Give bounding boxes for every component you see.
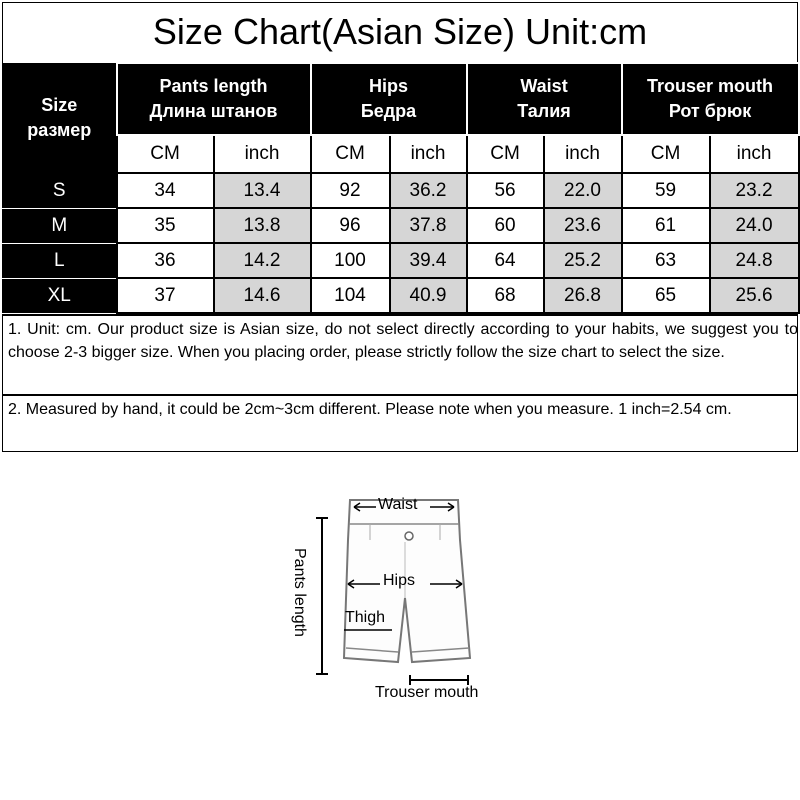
unit-cm: CM (622, 135, 710, 173)
table-row (3, 208, 799, 243)
unit-inch: inch (544, 135, 622, 173)
thigh-label: Thigh (345, 609, 386, 626)
column-header-ru: Талия (517, 101, 571, 121)
table-cell: 61 (622, 208, 710, 243)
shorts-illustration (280, 480, 520, 710)
table-cell: 14.6 (214, 278, 311, 313)
unit-inch: inch (710, 135, 799, 173)
table-cell: 24.8 (710, 243, 799, 278)
pants-length-line (316, 518, 328, 674)
column-header-en: Pants length (159, 76, 268, 96)
hips-label: Hips (383, 572, 416, 589)
table-cell: 104 (311, 278, 390, 313)
size-header (3, 63, 117, 173)
size-label: S (3, 173, 117, 208)
size-table (2, 62, 800, 314)
unit-cm: CM (467, 135, 544, 173)
table-cell: 39.4 (390, 243, 467, 278)
column-header-en: Hips (369, 76, 409, 96)
table-cell: 36 (117, 243, 214, 278)
table-cell: 25.2 (544, 243, 622, 278)
table-row (3, 243, 799, 278)
column-header-en: Waist (520, 76, 568, 96)
table-cell: 13.8 (214, 208, 311, 243)
column-header-ru: Бедра (360, 101, 417, 121)
unit-inch: inch (214, 135, 311, 173)
table-cell: 40.9 (390, 278, 467, 313)
table-cell: 35 (117, 208, 214, 243)
table-cell: 37 (117, 278, 214, 313)
waist-label: Waist (378, 496, 418, 513)
table-cell: 56 (467, 173, 544, 208)
size-header-ru: размер (27, 120, 92, 140)
column-header-en: Trouser mouth (647, 76, 774, 96)
size-label: XL (3, 278, 117, 313)
size-label: L (3, 243, 117, 278)
table-cell: 25.6 (710, 278, 799, 313)
table-cell: 23.6 (544, 208, 622, 243)
table-cell: 68 (467, 278, 544, 313)
table-cell: 13.4 (214, 173, 311, 208)
table-cell: 59 (622, 173, 710, 208)
table-cell: 65 (622, 278, 710, 313)
table-cell: 100 (311, 243, 390, 278)
table-row (3, 173, 799, 208)
pants-length-label: Pants length (291, 548, 308, 637)
table-cell: 23.2 (710, 173, 799, 208)
pants-diagram (280, 480, 520, 710)
page-title: Size Chart(Asian Size) Unit:cm (152, 11, 648, 52)
table-cell: 24.0 (710, 208, 799, 243)
column-header-pants-length (117, 63, 311, 135)
table-cell: 34 (117, 173, 214, 208)
note-unit: 1. Unit: cm. Our product size is Asian size, do not select directly according to your habits, we suggest you to choose 2-3 bigger size. When you placing order, please strictly follow the size chart to select the size. (2, 314, 798, 396)
column-header-ru: Рот брюк (668, 101, 752, 121)
size-header-en: Size (41, 95, 78, 115)
table-row (3, 278, 799, 313)
trouser-mouth-label: Trouser mouth (375, 684, 479, 701)
note-measure: 2. Measured by hand, it could be 2cm~3cm different. Please note when you measure. 1 inch=2.54 cm. (2, 394, 798, 452)
table-cell: 60 (467, 208, 544, 243)
table-cell: 36.2 (390, 173, 467, 208)
size-label: M (3, 208, 117, 243)
column-header-trouser-mouth (622, 63, 799, 135)
table-cell: 26.8 (544, 278, 622, 313)
table-cell: 64 (467, 243, 544, 278)
unit-cm: CM (311, 135, 390, 173)
table-cell: 63 (622, 243, 710, 278)
table-cell: 96 (311, 208, 390, 243)
table-cell: 37.8 (390, 208, 467, 243)
unit-inch: inch (390, 135, 467, 173)
table-cell: 92 (311, 173, 390, 208)
column-header-hips (311, 63, 467, 135)
column-header-waist (467, 63, 622, 135)
button-icon (405, 532, 413, 540)
table-cell: 22.0 (544, 173, 622, 208)
column-header-ru: Длина штанов (149, 101, 278, 121)
unit-cm: CM (117, 135, 214, 173)
table-cell: 14.2 (214, 243, 311, 278)
